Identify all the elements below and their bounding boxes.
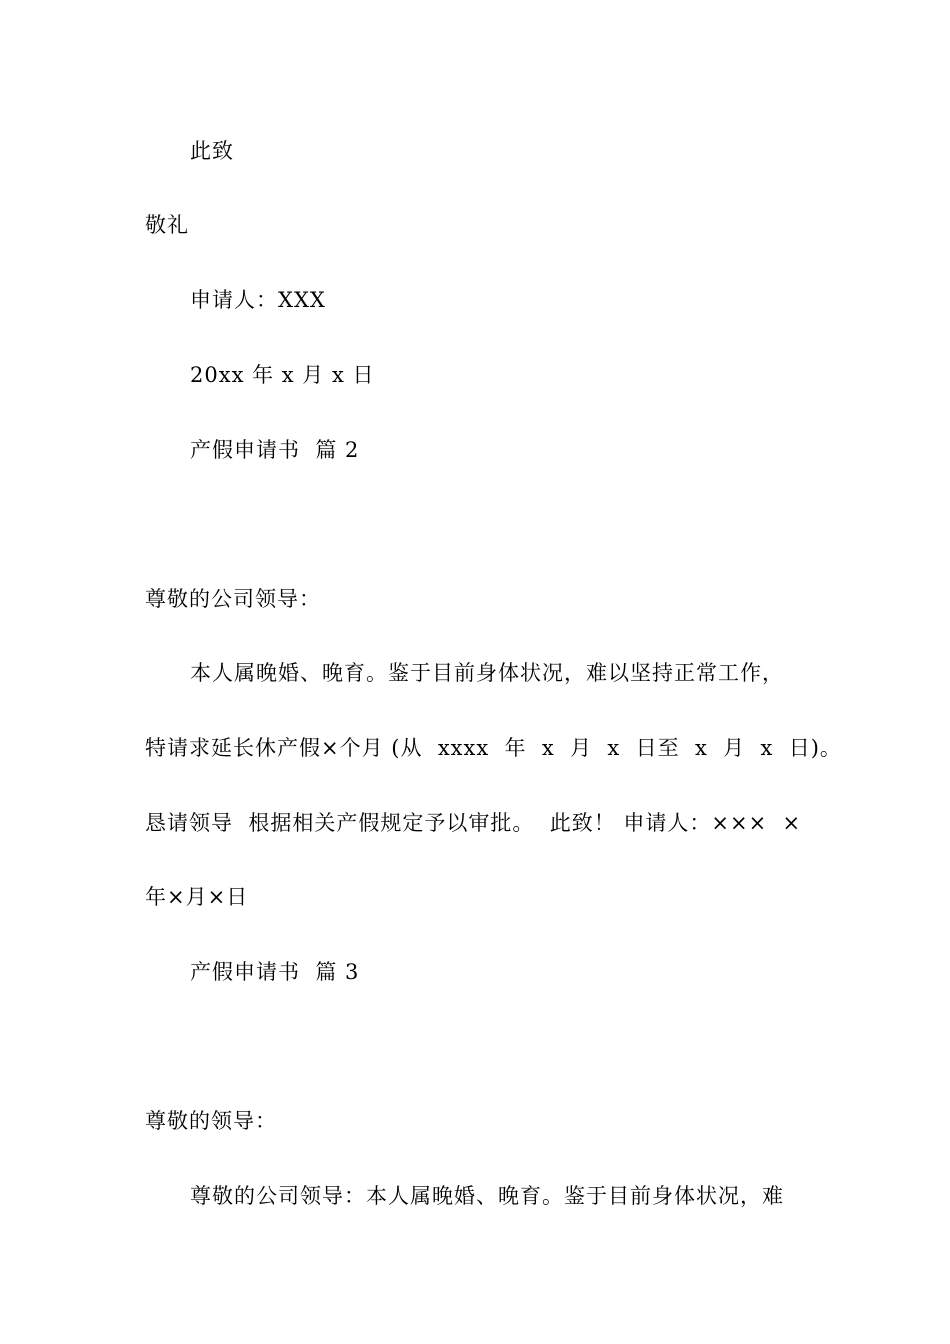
section-heading-2: 产假申请书 篇 2	[190, 438, 360, 462]
applicant-signature: 申请人：XXX	[190, 288, 326, 312]
body-paragraph-line: 本人属晚婚、晚育。鉴于目前身体状况，难以坚持正常工作，	[190, 661, 784, 685]
letter-greeting: 尊敬的领导：	[145, 1109, 277, 1133]
salutation-regards: 敬礼	[145, 213, 189, 237]
body-paragraph-line: 尊敬的公司领导：本人属晚婚、晚育。鉴于目前身体状况，难	[190, 1184, 784, 1208]
body-paragraph-line: 特请求延长休产假×个月 (从 xxxx 年 x 月 x 日至 x 月 x 日)。	[145, 736, 842, 760]
signature-date: 20xx 年 x 月 x 日	[190, 363, 375, 387]
letter-greeting: 尊敬的公司领导：	[145, 587, 321, 611]
section-heading-3: 产假申请书 篇 3	[190, 960, 360, 984]
body-paragraph-line: 恳请领导 根据相关产假规定予以审批。 此致！ 申请人：××× ×	[145, 811, 802, 835]
closing-phrase: 此致	[190, 139, 234, 163]
body-paragraph-line: 年×月×日	[145, 885, 249, 909]
